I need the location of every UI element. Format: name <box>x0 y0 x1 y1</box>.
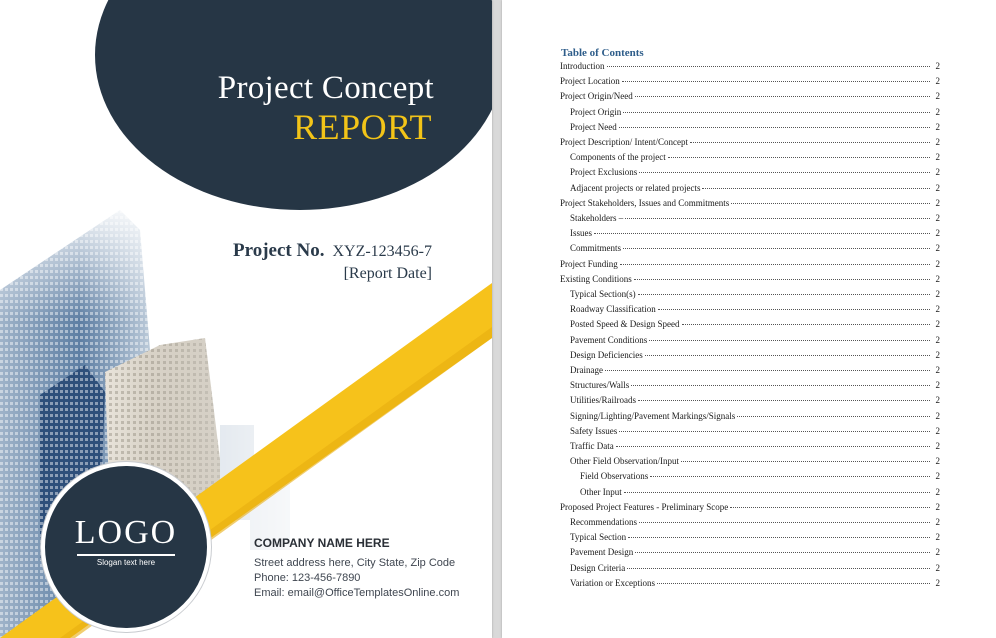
toc-entry[interactable] <box>570 183 940 198</box>
logo-badge <box>41 462 211 632</box>
toc-entry-page: 2 <box>935 395 940 406</box>
toc-entry-page: 2 <box>935 152 940 163</box>
toc-page <box>502 0 996 638</box>
report-date: [Report Date] <box>343 265 432 282</box>
toc-entry-title: Components of the project <box>570 152 666 163</box>
toc-entry-page: 2 <box>935 380 940 391</box>
toc-entry-page: 2 <box>935 228 940 239</box>
toc-leader-dots <box>737 416 930 417</box>
toc-entry-page: 2 <box>935 532 940 543</box>
toc-entry-title: Recommendations <box>570 517 637 527</box>
logo-text: LOGO <box>74 514 178 551</box>
toc-leader-dots <box>635 552 930 553</box>
toc-entry-title: Project Location <box>560 76 620 87</box>
toc-entry[interactable] <box>570 380 940 395</box>
toc-leader-dots <box>658 309 930 310</box>
toc-leader-dots <box>619 431 930 432</box>
toc-entry-page: 2 <box>935 91 940 102</box>
toc-entry-title: Other Field Observation/Input <box>570 456 679 467</box>
toc-entry[interactable] <box>570 532 940 547</box>
toc-entry[interactable] <box>570 289 940 304</box>
toc-entry[interactable] <box>570 411 940 426</box>
report-title-line2: REPORT <box>293 107 432 147</box>
toc-entry-page: 2 <box>935 182 940 193</box>
toc-entry[interactable] <box>570 456 940 471</box>
toc-entry-page: 2 <box>935 243 940 254</box>
toc-entry-title: Project Need <box>570 121 617 132</box>
toc-entry-title: Typical Section(s) <box>570 289 636 299</box>
toc-leader-dots <box>639 522 930 523</box>
toc-leader-dots <box>682 324 931 325</box>
toc-leader-dots <box>638 400 930 401</box>
toc-entry-page: 2 <box>935 471 940 482</box>
toc-leader-dots <box>594 233 930 234</box>
toc-leader-dots <box>645 355 930 356</box>
toc-entry[interactable] <box>560 502 940 517</box>
toc-entry[interactable] <box>560 259 940 274</box>
toc-entry[interactable] <box>570 365 940 380</box>
toc-entry-page: 2 <box>935 106 940 117</box>
toc-entry-page: 2 <box>935 577 940 588</box>
toc-leader-dots <box>620 264 930 265</box>
toc-entry-title: Safety Issues <box>570 425 618 436</box>
toc-entry[interactable] <box>560 76 940 91</box>
toc-entry-title: Drainage <box>570 365 603 375</box>
toc-leader-dots <box>731 203 930 204</box>
toc-leader-dots <box>624 492 930 493</box>
toc-entry-title: Project Origin/Need <box>560 91 633 102</box>
toc-entry-title: Posted Speed & Design Speed <box>570 319 680 330</box>
toc-entry[interactable] <box>570 304 940 319</box>
toc-leader-dots <box>635 96 930 97</box>
toc-leader-dots <box>616 446 930 447</box>
toc-entry[interactable] <box>570 213 940 228</box>
toc-entry-page: 2 <box>935 486 940 497</box>
toc-entry-title: Traffic Data <box>570 441 614 451</box>
toc-entry-title: Structures/Walls <box>570 380 630 391</box>
toc-entry[interactable] <box>560 91 940 106</box>
toc-entry-page: 2 <box>935 547 940 558</box>
toc-entry[interactable] <box>570 335 940 350</box>
toc-entry-page: 2 <box>935 137 940 147</box>
toc-leader-dots <box>639 172 930 173</box>
toc-leader-dots <box>681 461 930 462</box>
toc-leader-dots <box>622 81 930 82</box>
toc-entry-title: Pavement Design <box>570 547 634 558</box>
toc-entry-page: 2 <box>935 273 940 284</box>
toc-entry-page: 2 <box>935 349 940 360</box>
toc-entry-title: Project Funding <box>560 258 618 269</box>
project-number-value: XYZ-123456-7 <box>332 243 432 260</box>
toc-entry-page: 2 <box>935 319 940 330</box>
toc-entry[interactable] <box>570 228 940 243</box>
toc-entry-page: 2 <box>935 167 940 178</box>
toc-entry-title: Project Stakeholders, Issues and Commitments <box>560 197 730 208</box>
toc-entry[interactable] <box>580 487 940 502</box>
toc-leader-dots <box>623 112 930 113</box>
toc-entry[interactable] <box>560 137 940 152</box>
toc-entry[interactable] <box>570 517 940 532</box>
toc-leader-dots <box>638 294 930 295</box>
toc-entry[interactable] <box>560 274 940 289</box>
toc-entry-title: Field Observations <box>580 471 649 482</box>
toc-entry-title: Commitments <box>570 243 622 254</box>
toc-entry-title: Stakeholders – <box>570 213 624 223</box>
toc-entry-title: Signing/Lighting/Pavement Markings/Signals <box>570 410 736 421</box>
toc-entry-page: 2 <box>935 213 940 223</box>
toc-entry-title: Introduction <box>560 61 605 71</box>
company-email: Email: email@OfficeTemplatesOnline.com <box>254 587 460 599</box>
toc-heading: Table of Contents <box>561 47 644 59</box>
toc-entry-page: 2 <box>935 197 940 208</box>
toc-leader-dots <box>702 188 930 189</box>
toc-entry-page: 2 <box>935 517 940 527</box>
toc-entry-page: 2 <box>935 441 940 451</box>
toc-entry-page: 2 <box>935 61 940 71</box>
toc-leader-dots <box>668 157 930 158</box>
toc-entry-page: 2 <box>935 258 940 269</box>
toc-entry[interactable] <box>570 426 940 441</box>
toc-leader-dots <box>605 370 930 371</box>
toc-entry-page: 2 <box>935 501 940 512</box>
toc-entry[interactable] <box>580 471 940 486</box>
toc-leader-dots <box>649 340 930 341</box>
toc-entry-page: 2 <box>935 304 940 315</box>
toc-entry[interactable] <box>570 152 940 167</box>
toc-entry-title: Typical Section <box>570 532 627 543</box>
toc-entry[interactable] <box>570 107 940 122</box>
toc-entry[interactable] <box>570 167 940 182</box>
toc-leader-dots <box>628 537 930 538</box>
report-title-line1: Project Concept <box>217 70 434 106</box>
project-number-label: Project No. <box>233 240 325 261</box>
company-phone: Phone: 123-456-7890 <box>254 572 361 584</box>
toc-entry-page: 2 <box>935 289 940 299</box>
toc-entry-title: Issues <box>570 228 592 239</box>
toc-entry-page: 2 <box>935 76 940 87</box>
toc-entry-title: Adjacent projects or related projects <box>570 182 701 193</box>
company-address: Street address here, City State, Zip Code <box>254 557 456 569</box>
logo-divider <box>77 554 175 556</box>
toc-leader-dots <box>631 385 930 386</box>
toc-entry[interactable] <box>570 563 940 578</box>
toc-entry-title: Project Description/ Intent/Concept <box>560 137 688 147</box>
company-name: COMPANY NAME HERE <box>254 536 390 550</box>
logo-slogan: Slogan text here <box>96 558 156 567</box>
project-number <box>233 240 432 262</box>
toc-entry-title: Existing Conditions <box>560 273 632 284</box>
toc-leader-dots <box>607 66 931 67</box>
toc-leader-dots <box>634 279 930 280</box>
toc-entry-page: 2 <box>935 562 940 573</box>
toc-entry[interactable] <box>570 441 940 456</box>
toc-entry-page: 2 <box>935 410 940 421</box>
toc-leader-dots <box>619 127 930 128</box>
toc-leader-dots <box>627 568 930 569</box>
toc-entry-page: 2 <box>935 365 940 375</box>
toc-entry-title: Project Exclusions <box>570 167 638 178</box>
toc-entry-title: Variation or Exceptions <box>570 577 655 588</box>
toc-leader-dots <box>657 583 930 584</box>
toc-entry[interactable] <box>560 61 940 76</box>
toc-leader-dots <box>650 476 930 477</box>
toc-entry[interactable] <box>570 122 940 137</box>
toc-entry[interactable] <box>570 578 940 593</box>
toc-entry-page: 2 <box>935 121 940 132</box>
toc-entry-title: Roadway Classification <box>570 304 656 315</box>
toc-entry-page: 2 <box>935 456 940 467</box>
toc-leader-dots <box>690 142 930 143</box>
toc-entry[interactable] <box>570 319 940 334</box>
toc-leader-dots <box>625 218 930 219</box>
toc-entry[interactable] <box>570 350 940 365</box>
toc-entry-title: Other Input <box>580 486 622 497</box>
toc-leader-dots <box>623 248 930 249</box>
toc-entry-title: Pavement Conditions <box>570 334 648 345</box>
toc-entry-title: Project Origin <box>570 106 622 117</box>
toc-entry-title: Design Deficiencies <box>570 349 643 360</box>
toc-entry[interactable] <box>570 395 940 410</box>
toc-entry-title: Utilities/Railroads <box>570 395 636 406</box>
toc-entry-page: 2 <box>935 425 940 436</box>
toc-entry-title: Proposed Project Features - Preliminary Scope <box>560 501 729 512</box>
toc-entry[interactable] <box>570 243 940 258</box>
cover-page <box>0 0 492 638</box>
toc-entry[interactable] <box>570 547 940 562</box>
toc-entry-title: Design Criteria <box>570 562 626 573</box>
toc-leader-dots <box>730 507 930 508</box>
toc-entry[interactable] <box>560 198 940 213</box>
toc-entry-page: 2 <box>935 334 940 345</box>
